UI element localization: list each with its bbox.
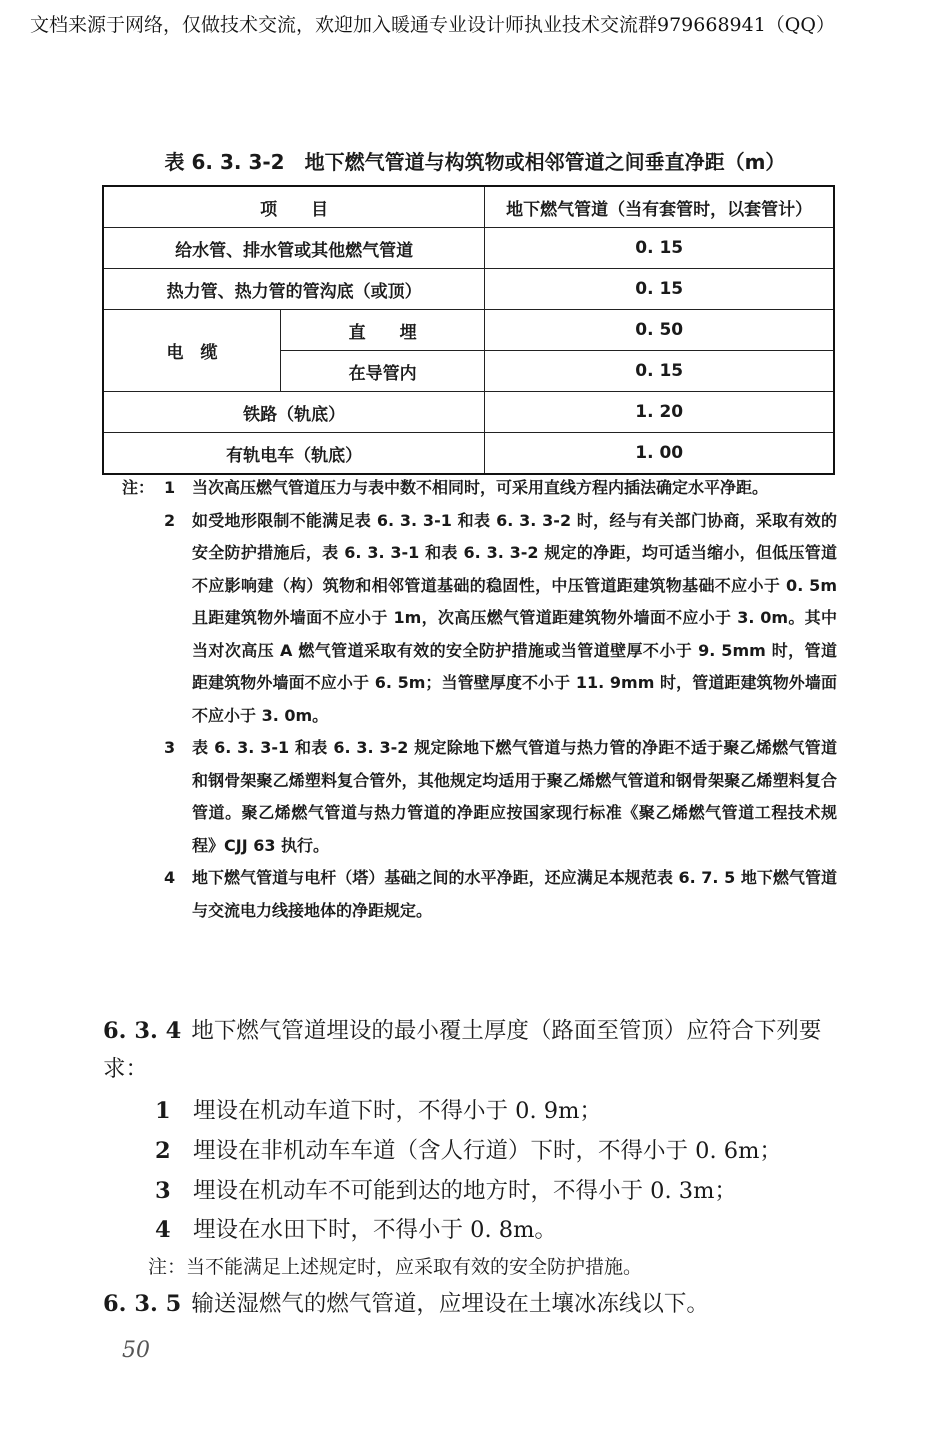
table-row (103, 392, 834, 433)
note-item (122, 732, 837, 862)
row-value: 1. 20 (485, 392, 834, 433)
item-text: 埋设在机动车道下时，不得小于 0. 9m； (193, 1098, 602, 1124)
item-number: 1 (155, 1098, 171, 1124)
row-label-cable: 电 缆 (103, 310, 281, 392)
row-value: 0. 15 (485, 351, 834, 392)
table-row (103, 310, 834, 351)
table-title: 表 6. 3. 3-2 地下燃气管道与构筑物或相邻管道之间垂直净距（m） (164, 150, 786, 174)
note-item (122, 505, 837, 733)
row-label: 铁路（轨底） (103, 392, 485, 433)
header-value: 地下燃气管道（当有套管时，以套管计） (485, 186, 834, 228)
section-note: 注：当不能满足上述规定时，应采取有效的安全防护措施。 (148, 1256, 643, 1278)
item-number: 2 (155, 1138, 171, 1164)
note-text: 表 6. 3. 3-1 和表 6. 3. 3-2 规定除地下燃气管道与热力管的净距不适于聚乙烯燃气管道和钢骨架聚乙烯塑料复合管外，其他规定均适用于聚乙烯燃气管道和钢骨架聚乙烯塑料复合管道。聚乙烯燃气管道与热力管道的净距应按国家现行标准《聚乙烯燃气管道工程技术规程》CJJ 63 执行。 (192, 738, 837, 855)
item-number: 4 (155, 1217, 171, 1243)
note-number: 4 (164, 868, 176, 887)
note-text: 如受地形限制不能满足表 6. 3. 3-1 和表 6. 3. 3-2 时，经与有关部门协商，采取有效的安全防护措施后，表 6. 3. 3-1 和表 6. 3. 3-2 规定的净距，均可适当缩小，但低压管道不应影响建（构）筑物和相邻管道基础的稳固性，中压管道距建筑物基础不应小于 0. 5m 且距建筑物外墙面不应小于 1m，次高压燃气管道距建筑物外墙面不应小于 3. 0m。其中当对次高压 A 燃气管道采取有效的安全防护措施或当管道壁厚不小于 9. 5mm 时，管道距建筑物外墙面不应小于 6. 5m；当管壁厚度不小于 11. 9mm 时，管道距建筑物外墙面不应小于 3. 0m。 (192, 510, 837, 725)
requirement-item (155, 1133, 782, 1165)
requirement-item (155, 1173, 737, 1205)
row-sublabel: 直 埋 (281, 310, 485, 351)
clearance-table (102, 185, 835, 475)
section-text: 地下燃气管道埋设的最小覆土厚度（路面至管顶）应符合下列要求： (103, 1018, 822, 1082)
table-row (103, 228, 834, 269)
note-text: 当次高压燃气管道压力与表中数不相同时，可采用直线方程内插法确定水平净距。 (192, 478, 769, 497)
note-prefix: 注： (122, 478, 155, 497)
source-note: 文档来源于网络，仅做技术交流，欢迎加入暖通专业设计师执业技术交流群979668941（QQ） (30, 14, 835, 36)
item-text: 埋设在非机动车车道（含人行道）下时，不得小于 0. 6m； (193, 1138, 782, 1164)
row-label: 热力管、热力管的管沟底（或顶） (103, 269, 485, 310)
section-6-3-4 (103, 1012, 838, 1088)
row-label: 有轨电车（轨底） (103, 433, 485, 475)
table-header-row (103, 186, 834, 228)
table-notes (122, 472, 837, 927)
row-value: 0. 15 (485, 269, 834, 310)
section-text: 输送湿燃气的燃气管道，应埋设在土壤冰冻线以下。 (191, 1291, 709, 1317)
note-item (122, 862, 837, 927)
requirement-item (155, 1093, 602, 1125)
header-item: 项 目 (103, 186, 485, 228)
note-item (122, 472, 837, 505)
item-number: 3 (155, 1178, 171, 1204)
row-value: 1. 00 (485, 433, 834, 475)
row-value: 0. 50 (485, 310, 834, 351)
section-6-3-5 (103, 1285, 838, 1323)
section-number: 6. 3. 5 (103, 1291, 182, 1317)
row-label: 给水管、排水管或其他燃气管道 (103, 228, 485, 269)
item-text: 埋设在水田下时，不得小于 0. 8m。 (193, 1217, 557, 1243)
requirement-item (155, 1212, 557, 1244)
table-row (103, 269, 834, 310)
note-number: 2 (164, 510, 176, 530)
item-text: 埋设在机动车不可能到达的地方时，不得小于 0. 3m； (193, 1178, 737, 1204)
section-number: 6. 3. 4 (103, 1018, 182, 1044)
row-value: 0. 15 (485, 228, 834, 269)
note-text: 地下燃气管道与电杆（塔）基础之间的水平净距，还应满足本规范表 6. 7. 5 地下燃气管道与交流电力线接地体的净距规定。 (192, 868, 837, 920)
table-row (103, 433, 834, 475)
page-number: 50 (122, 1338, 150, 1363)
row-sublabel: 在导管内 (281, 351, 485, 392)
note-number: 3 (164, 738, 176, 757)
note-number: 1 (164, 478, 176, 497)
